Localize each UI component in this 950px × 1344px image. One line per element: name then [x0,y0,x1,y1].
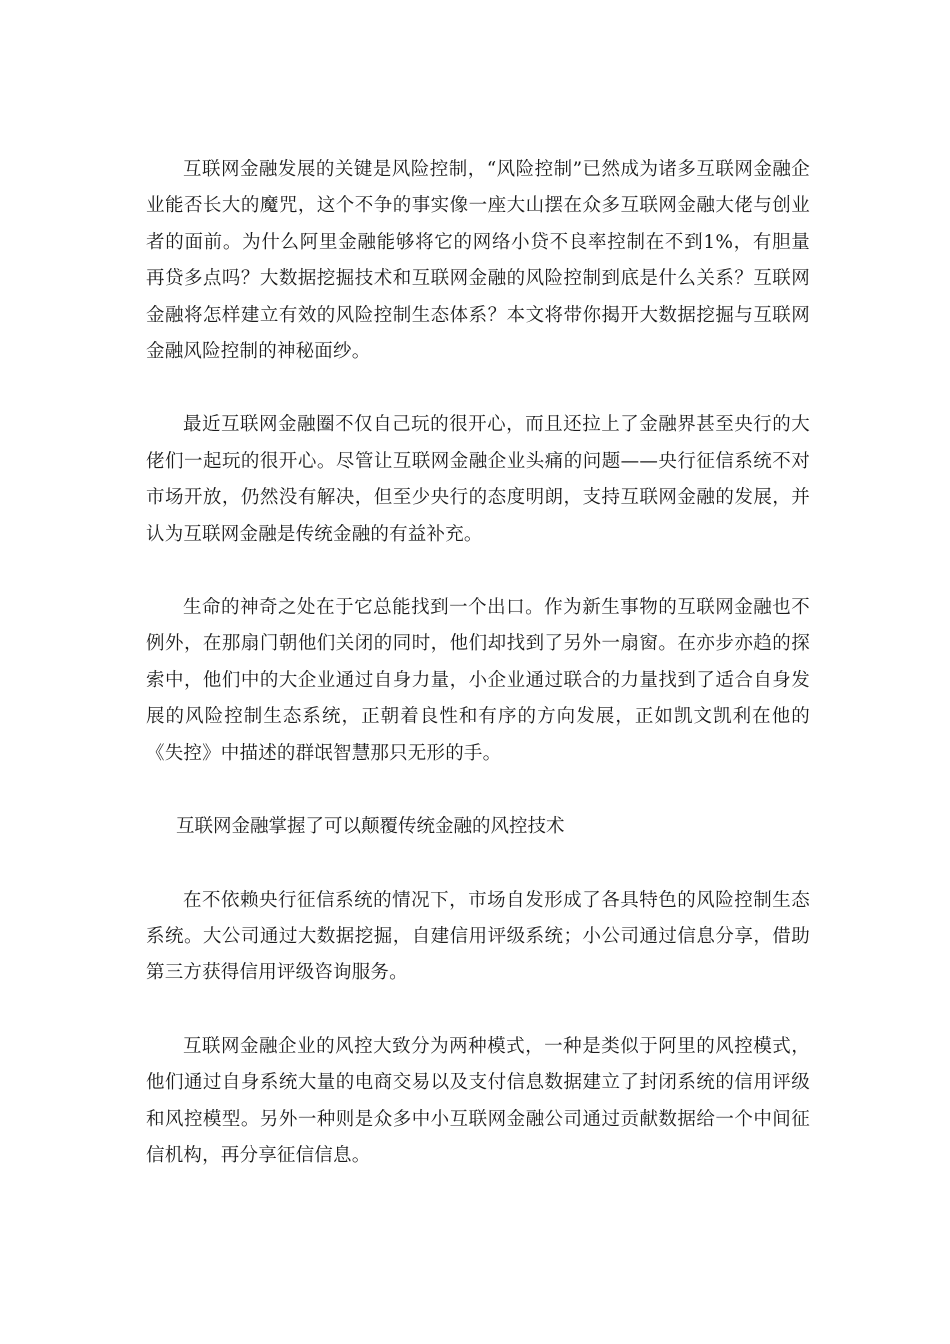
paragraph-intro: 互联网金融发展的关键是风险控制，“风险控制”已然成为诸多互联网金融企业能否长大的魔咒，这个不争的事实像一座大山摆在众多互联网金融大佬与创业者的面前。为什么阿里金融能够将它的网络小贷不良率控制在不到1%，有胆量再贷多点吗？大数据挖掘技术和互联网金融的风险控制到底是什么关系？互联网金融将怎样建立有效的风险控制生态体系？本文将带你揭开大数据挖掘与互联网金融风险控制的神秘面纱。 [146,159,810,363]
paragraph-spacer [146,992,810,1029]
paragraph-spacer [146,846,810,883]
paragraph-ecosystem: 生命的神奇之处在于它总能找到一个出口。作为新生事物的互联网金融也不例外，在那扇门朝他们关闭的同时，他们却找到了另外一扇窗。在亦步亦趋的探索中，他们中的大企业通过自身力量，小企业通过联合的力量找到了适合自身发展的风险控制生态系统，正朝着良性和有序的方向发展，正如凯文凯利在他的《失控》中描述的群氓智慧那只无形的手。 [146,597,810,764]
paragraph-credit-system: 在不依赖央行征信系统的情况下，市场自发形成了各具特色的风险控制生态系统。大公司通过大数据挖掘，自建信用评级系统；小公司通过信息分享，借助第三方获得信用评级咨询服务。 [146,889,810,984]
paragraph-spacer [146,553,810,590]
section-heading: 互联网金融掌握了可以颠覆传统金融的风控技术 [176,816,565,838]
paragraph-central-bank: 最近互联网金融圈不仅自己玩的很开心，而且还拉上了金融界甚至央行的大佬们一起玩的很开心。尽管让互联网金融企业头痛的问题——央行征信系统不对市场开放，仍然没有解决，但至少央行的态度明朗，支持互联网金融的发展，并认为互联网金融是传统金融的有益补充。 [146,414,810,545]
document-body [146,152,810,1174]
paragraph-spacer [146,370,810,407]
paragraph-risk-models: 互联网金融企业的风控大致分为两种模式，一种是类似于阿里的风控模式，他们通过自身系统大量的电商交易以及支付信息数据建立了封闭系统的信用评级和风控模型。另外一种则是众多中小互联网金融公司通过贡献数据给一个中间征信机构，再分享征信信息。 [146,1035,810,1166]
paragraph-spacer [146,772,810,809]
